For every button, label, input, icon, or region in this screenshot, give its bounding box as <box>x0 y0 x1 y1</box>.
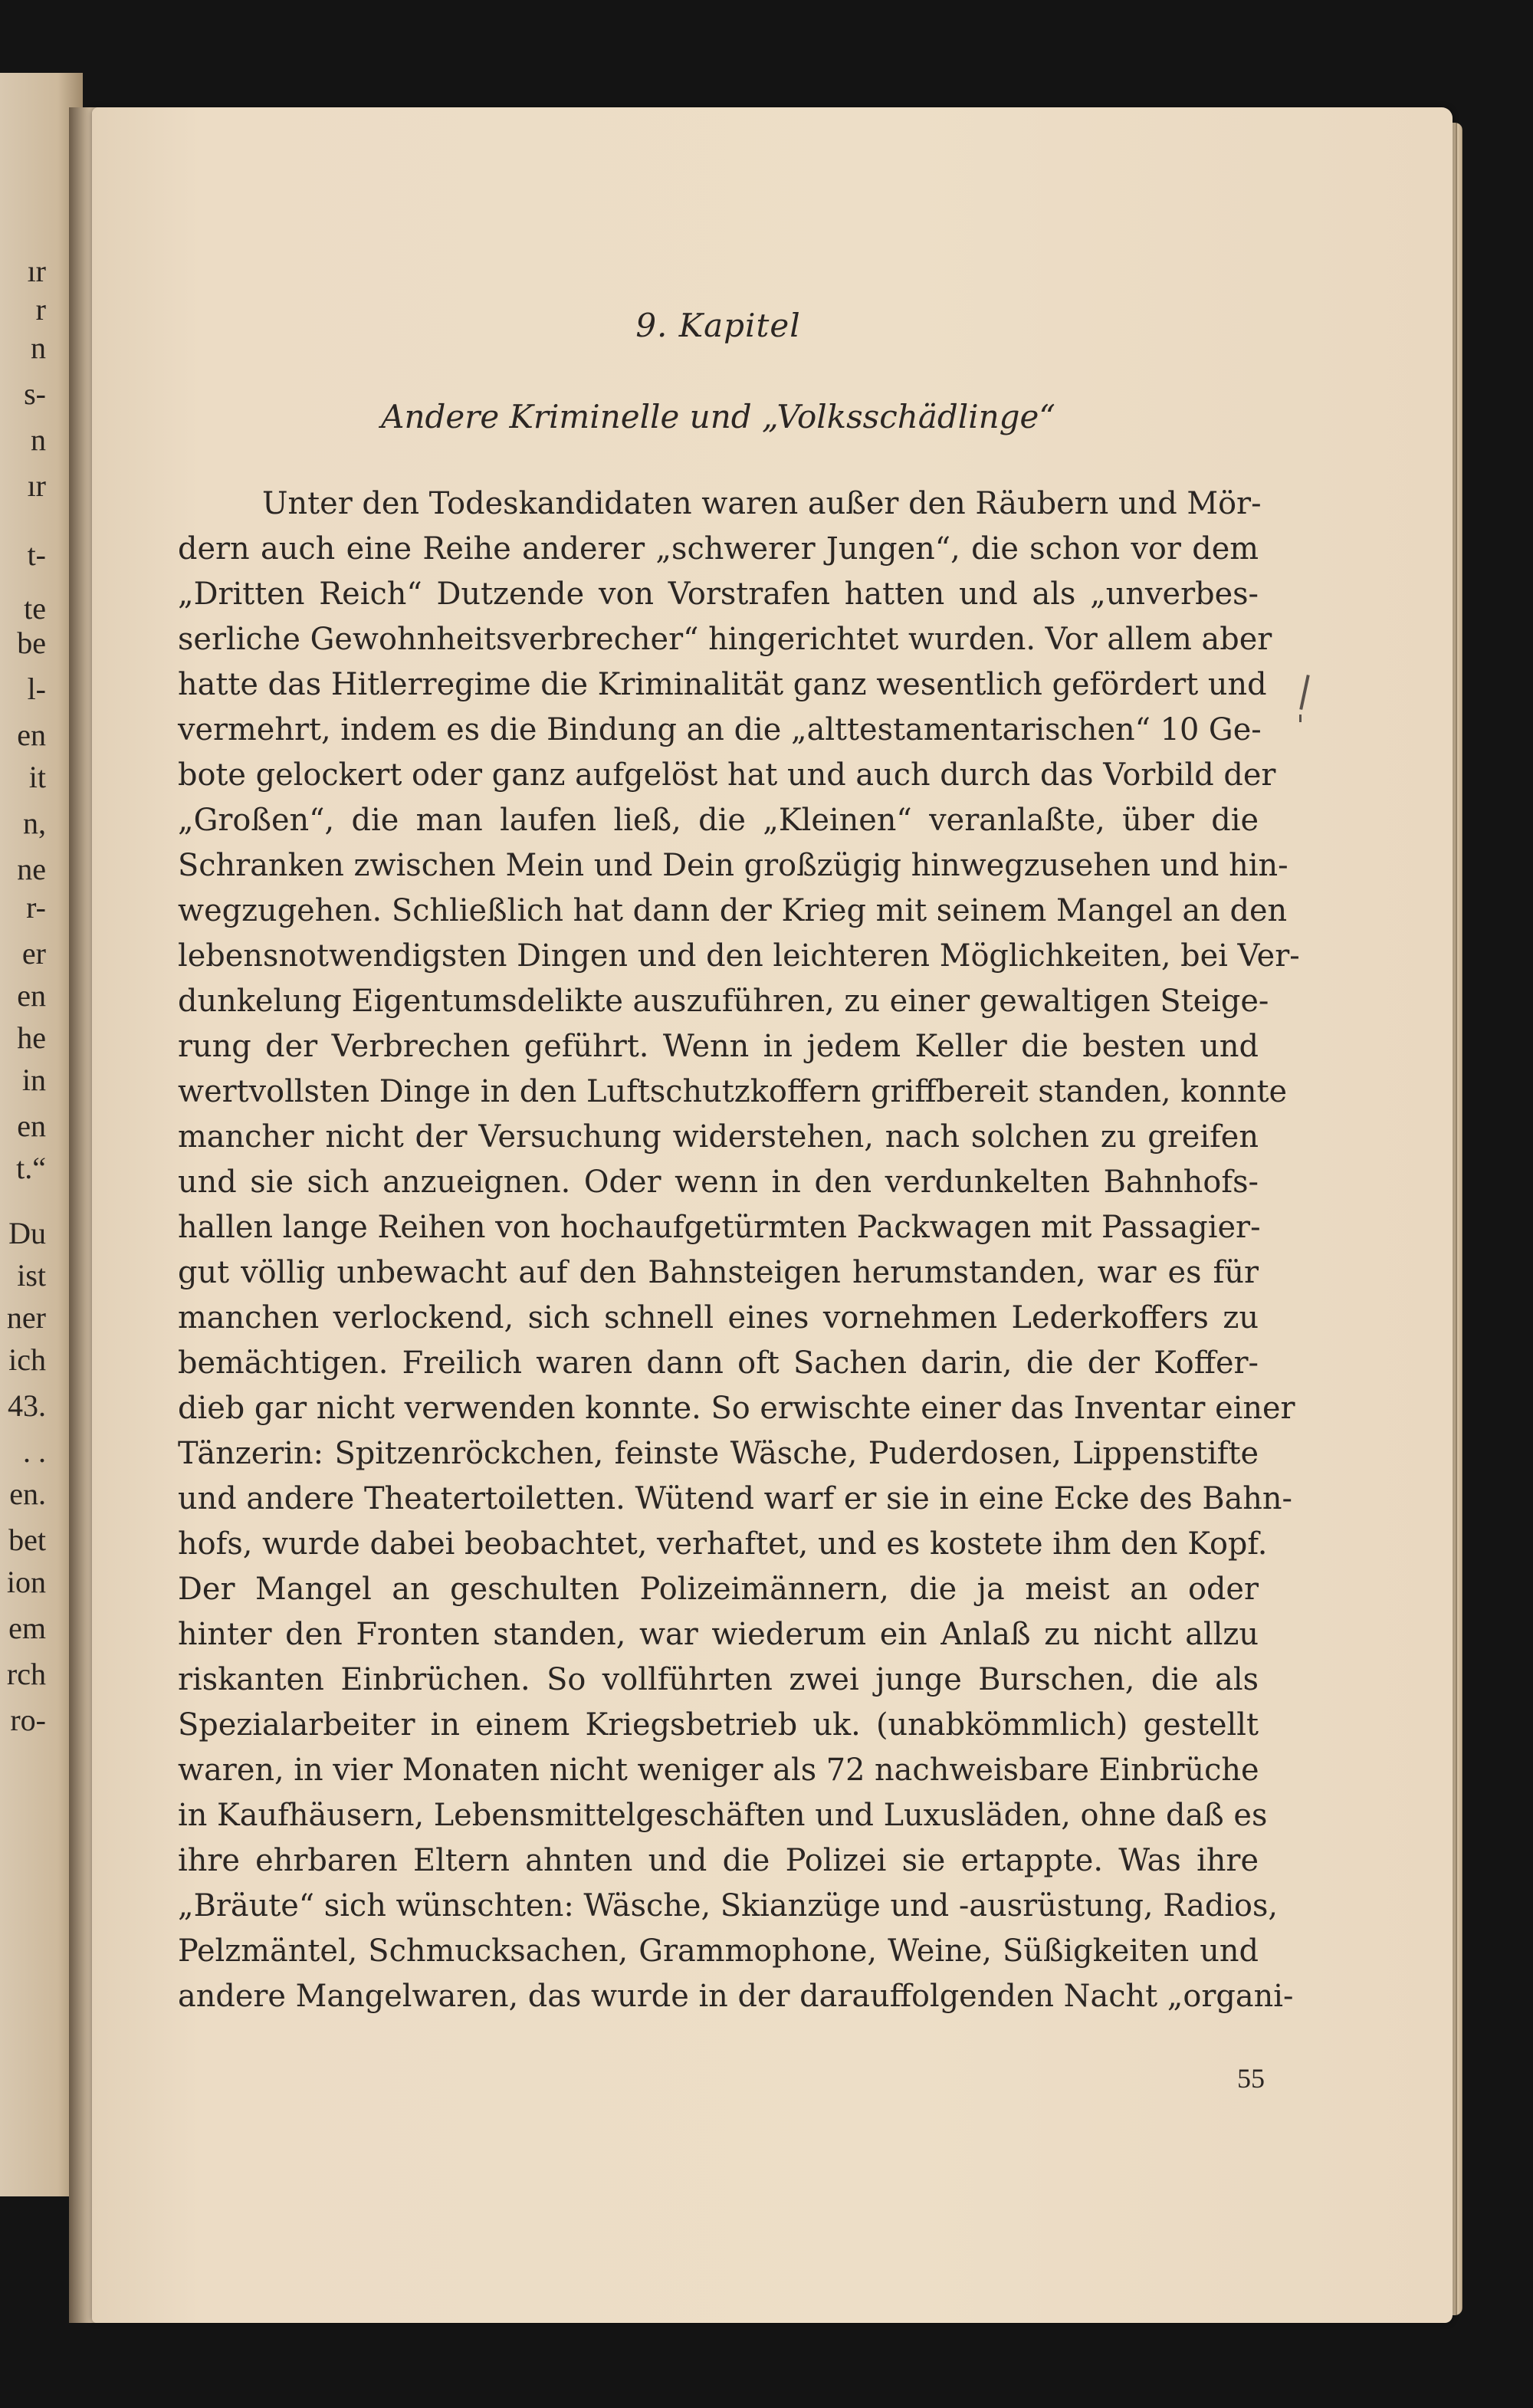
text-line: Schranken zwischen Mein und Dein großzügig hinwegzusehen und hin- <box>178 848 1288 883</box>
body-paragraph <box>178 481 1300 2019</box>
facing-page-text-fragment: en <box>17 1109 46 1143</box>
text-line: „Bräute“ sich wünschten: Wäsche, Skianzüge und -ausrüstung, Radios, <box>178 1888 1279 1923</box>
facing-page-text-fragment: ır <box>27 254 46 288</box>
facing-page-text-fragment: t- <box>27 537 46 572</box>
facing-page-text-fragment: en <box>17 978 46 1013</box>
text-line: und andere Theatertoiletten. Wütend warf er sie in eine Ecke des Bahn- <box>178 1481 1293 1516</box>
pencil-margin-dot <box>1299 715 1302 722</box>
section-title: Andere Kriminelle und „Volksschädlinge“ <box>381 398 1055 435</box>
text-line: mancher nicht der Versuchung widerstehen, nach solchen zu greifen <box>178 1119 1259 1155</box>
text-line: hinter den Fronten standen, war wiederum ein Anlaß zu nicht allzu <box>178 1617 1259 1652</box>
facing-page-text-fragment: ist <box>17 1258 46 1293</box>
text-line: hallen lange Reihen von hochaufgetürmten Packwagen mit Passagier- <box>178 1210 1261 1245</box>
facing-page-text-fragment: 43. <box>8 1388 46 1423</box>
text-line: bemächtigen. Freilich waren dann oft Sachen darin, die der Koffer- <box>178 1345 1259 1381</box>
facing-page-text-fragment: n <box>31 330 46 365</box>
facing-page-text-fragment: ro- <box>10 1703 46 1737</box>
text-line: rung der Verbrechen geführt. Wenn in jedem Keller die besten und <box>178 1029 1259 1064</box>
facing-page-text-fragment: ich <box>8 1342 46 1377</box>
text-line: Tänzerin: Spitzenröckchen, feinste Wäsche, Puderdosen, Lippenstifte <box>178 1436 1259 1471</box>
page-number: 55 <box>1237 2063 1265 2094</box>
text-line: Unter den Todeskandidaten waren außer den Räubern und Mör- <box>262 486 1262 521</box>
text-line: wegzugehen. Schließlich hat dann der Krieg mit seinem Mangel an den <box>178 893 1288 928</box>
facing-page-text-fragment: r <box>35 292 46 327</box>
facing-page-text-fragment: in <box>21 1063 46 1097</box>
facing-page-text-fragment: ne <box>17 852 46 886</box>
text-line: Pelzmäntel, Schmucksachen, Grammophone, Weine, Süßigkeiten und <box>178 1933 1259 1969</box>
text-line: dern auch eine Reihe anderer „schwerer Jungen“, die schon vor dem <box>178 531 1259 567</box>
facing-page-text-fragment: ır <box>27 468 46 503</box>
facing-page-text-fragment: r- <box>26 890 46 925</box>
facing-page-text-fragment: n, <box>23 806 46 840</box>
facing-page-text-fragment: ner <box>6 1300 46 1335</box>
text-line: serliche Gewohnheitsverbrecher“ hingerichtet wurden. Vor allem aber <box>178 622 1272 657</box>
facing-page-text-fragment: ion <box>6 1565 46 1599</box>
facing-page-text-fragment: s- <box>24 376 46 411</box>
text-line: Spezialarbeiter in einem Kriegsbetrieb uk. (unabkömmlich) gestellt <box>178 1707 1259 1743</box>
text-line: andere Mangelwaren, das wurde in der darauffolgenden Nacht „organi- <box>178 1979 1294 2014</box>
facing-page-text-fragment: te <box>24 591 46 626</box>
text-line: ihre ehrbaren Eltern ahnten und die Polizei sie ertappte. Was ihre <box>178 1843 1259 1878</box>
text-line: und sie sich anzueignen. Oder wenn in den verdunkelten Bahnhofs- <box>178 1165 1259 1200</box>
facing-page-text-fragment: en <box>17 718 46 752</box>
text-line: manchen verlockend, sich schnell eines vornehmen Lederkoffers zu <box>178 1300 1259 1335</box>
text-line: „Großen“, die man laufen ließ, die „Kleinen“ veranlaßte, über die <box>178 803 1259 838</box>
text-line: hofs, wurde dabei beobachtet, verhaftet, und es kostete ihm den Kopf. <box>178 1526 1268 1562</box>
facing-page-text-fragment: rch <box>6 1657 46 1691</box>
facing-page-text-fragment: he <box>17 1020 46 1055</box>
facing-page-text-fragment: t.“ <box>16 1151 46 1185</box>
text-line: lebensnotwendigsten Dingen und den leichteren Möglichkeiten, bei Ver- <box>178 938 1300 974</box>
text-line: gut völlig unbewacht auf den Bahnsteigen herumstanden, war es für <box>178 1255 1259 1290</box>
facing-page-text-fragment: en. <box>9 1477 46 1511</box>
facing-page-text-fragment: bet <box>8 1523 46 1557</box>
text-line: waren, in vier Monaten nicht weniger als 72 nachweisbare Einbrüche <box>178 1753 1259 1788</box>
facing-page-text-fragment: em <box>8 1611 46 1645</box>
page-content <box>178 307 1300 2019</box>
text-line: in Kaufhäusern, Lebensmittelgeschäften und Luxusläden, ohne daß es <box>178 1798 1268 1833</box>
text-line: dieb gar nicht verwenden konnte. So erwischte einer das Inventar einer <box>178 1391 1295 1426</box>
facing-page-text-fragment: er <box>21 936 46 971</box>
text-line: „Dritten Reich“ Dutzende von Vorstrafen hatten und als „unverbes- <box>178 577 1259 612</box>
chapter-heading: 9. Kapitel <box>635 307 801 344</box>
facing-page-text-fragment: n <box>31 422 46 457</box>
text-line: dunkelung Eigentumsdelikte auszuführen, zu einer gewaltigen Steige- <box>178 984 1269 1019</box>
text-line: Der Mangel an geschulten Polizeimännern, die ja meist an oder <box>178 1572 1259 1607</box>
facing-page-text-fragment: l- <box>27 672 46 706</box>
facing-page-text-fragment: be <box>17 626 46 660</box>
text-line: riskanten Einbrüchen. So vollführten zwei junge Burschen, die als <box>178 1662 1259 1697</box>
facing-page-text-fragment: it <box>28 760 46 794</box>
text-line: hatte das Hitlerregime die Kriminalität ganz wesentlich gefördert und <box>178 667 1267 702</box>
facing-page-text-fragment: Du <box>8 1216 46 1250</box>
text-line: bote gelockert oder ganz aufgelöst hat und auch durch das Vorbild der <box>178 757 1276 793</box>
text-line: wertvollsten Dinge in den Luftschutzkoffern griffbereit standen, konnte <box>178 1074 1288 1109</box>
facing-page-text-fragment: . . <box>23 1434 46 1469</box>
text-line: vermehrt, indem es die Bindung an die „alttestamentarischen“ 10 Ge- <box>178 712 1262 747</box>
